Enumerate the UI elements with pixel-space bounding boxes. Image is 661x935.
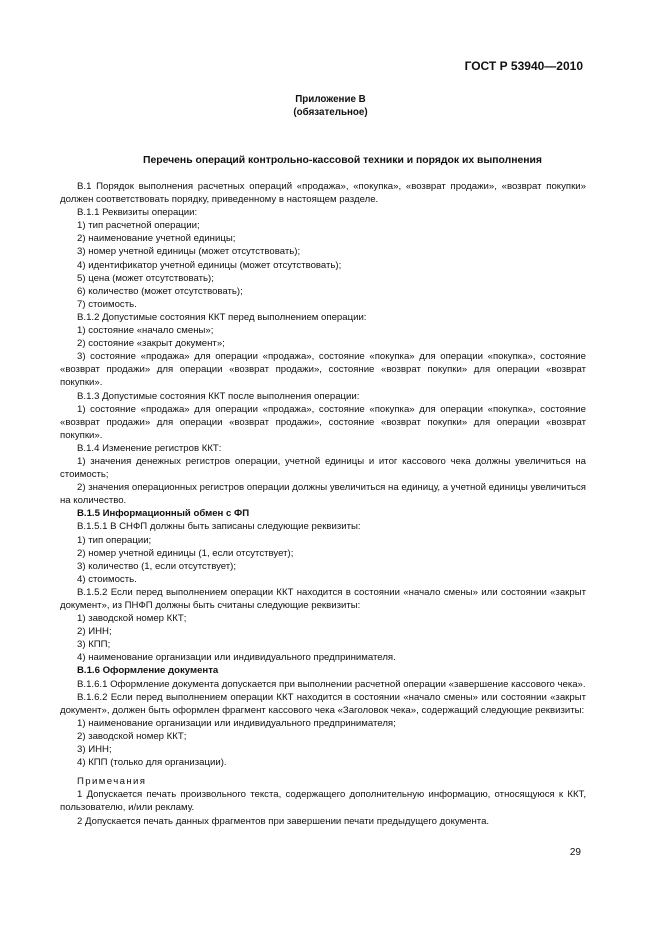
paragraph: В.1.6.1 Оформление документа допускается при выполнении расчетной операции «завершение кассового чека». xyxy=(77,678,586,690)
appendix-title: Приложение В xyxy=(295,94,366,105)
paragraph: 3) состояние «продажа» для операции «продажа», состояние «покупка» для операции «покупка», состояние «возврат продажи» для операции «возврат продажи», состояние «возврат покупки» для операции «возврат покупки». xyxy=(60,351,586,389)
paragraph: 4) идентификатор учетной единицы (может отсутствовать); xyxy=(77,259,342,271)
paragraph: 7) стоимость. xyxy=(77,298,137,310)
paragraph: В.1.4 Изменение регистров ККТ: xyxy=(77,442,222,454)
section-heading: В.1.6 Оформление документа xyxy=(77,665,219,677)
paragraph: 2 Допускается печать данных фрагментов при завершении печати предыдущего документа. xyxy=(77,815,490,827)
paragraph: 5) цена (может отсутствовать); xyxy=(77,272,214,284)
paragraph: 1 Допускается печать произвольного текста, содержащего дополнительную информацию, относящуюся к ККТ, пользователю, и/или рекламу. xyxy=(60,789,586,814)
paragraph: 1) значения денежных регистров операции, учетной единицы и итог кассового чека должны увеличиться на стоимость; xyxy=(60,455,586,481)
page-number: 29 xyxy=(569,847,581,858)
paragraph: В.1 Порядок выполнения расчетных операций «продажа», «покупка», «возврат продажи», «возврат покупки» должен соответствовать порядку, приведенному в настоящем разделе. xyxy=(60,181,586,206)
paragraph: 3) КПП; xyxy=(77,639,111,651)
paragraph: 1) состояние «начало смены»; xyxy=(77,325,214,337)
paragraph: 2) наименование учетной единицы; xyxy=(77,233,236,245)
appendix-status: (обязательное) xyxy=(293,106,368,118)
paragraph: В.1.1 Реквизиты операции: xyxy=(77,207,198,219)
paragraph: 4) наименование организации или индивидуального предпринимателя. xyxy=(77,652,396,664)
paragraph: 1) заводской номер ККТ; xyxy=(77,613,187,625)
paragraph: 2) номер учетной единицы (1, если отсутствует); xyxy=(77,547,294,559)
paragraph: 1) наименование организации или индивидуального предпринимателя; xyxy=(77,717,396,729)
section-heading: В.1.5 Информационный обмен с ФП xyxy=(77,508,250,520)
paragraph: В.1.5.2 Если перед выполнением операции ККТ находится в состоянии «начало смены» или состоянии «закрыт документ», из ПНФП должны быть считаны следующие реквизиты: xyxy=(60,586,586,611)
paragraph: 3) количество (1, если отсутствует); xyxy=(77,560,237,572)
paragraph: 2) ИНН; xyxy=(77,626,112,638)
paragraph: 1) состояние «продажа» для операции «продажа», состояние «покупка» для операции «покупка», состояние «возврат продажи» для операции «возврат продажи», состояние «возврат покупки» для операции «возврат покупки». xyxy=(60,403,586,441)
notes-heading: Примечания xyxy=(77,776,147,788)
paragraph: 1) тип расчетной операции; xyxy=(77,220,200,232)
appendix-heading xyxy=(0,94,661,119)
paragraph: В.1.3 Допустимые состояния ККТ после выполнения операции: xyxy=(77,390,360,402)
paragraph: В.1.2 Допустимые состояния ККТ перед выполнением операции: xyxy=(77,311,367,323)
paragraph: В.1.6.2 Если перед выполнением операции ККТ находится в состоянии «начало смены» или состоянии «закрыт документ», должен быть оформлен фрагмент кассового чека «Заголовок чека», содержащий следующие реквизиты: xyxy=(60,691,586,716)
document-body xyxy=(60,180,586,828)
paragraph: 4) КПП (только для организации). xyxy=(77,757,227,769)
paragraph: 3) ИНН; xyxy=(77,744,112,756)
paragraph: 2) состояние «закрыт документ»; xyxy=(77,338,225,350)
standard-header: ГОСТ Р 53940—2010 xyxy=(464,59,583,73)
paragraph: 6) количество (может отсутствовать); xyxy=(77,285,243,297)
paragraph: 1) тип операции; xyxy=(77,534,152,546)
paragraph: 2) заводской номер ККТ; xyxy=(77,730,187,742)
paragraph: 3) номер учетной единицы (может отсутствовать); xyxy=(77,246,301,258)
document-title: Перечень операций контрольно-кассовой техники и порядок их выполнения xyxy=(143,155,542,166)
paragraph: В.1.5.1 В СНФП должны быть записаны следующие реквизиты: xyxy=(77,521,361,533)
paragraph: 4) стоимость. xyxy=(77,573,137,585)
paragraph: 2) значения операционных регистров операции должны увеличиться на единицу, а учетной единицы увеличиться на количество. xyxy=(60,482,586,507)
